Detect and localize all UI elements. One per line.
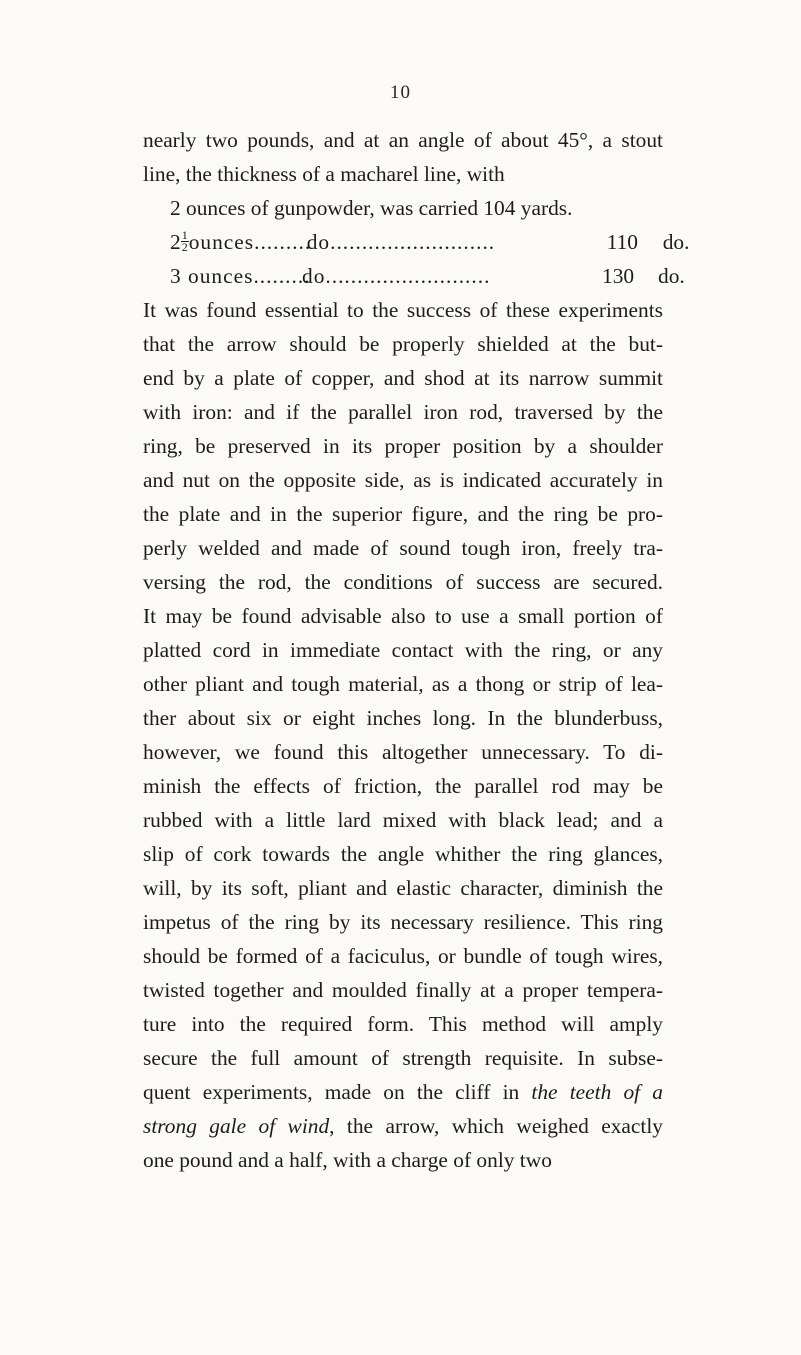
text-line: ther about six or eight inches long. In the blunderbuss, [143,706,663,730]
charge-row: 2 ounces of gunpowder, was carried 104 yards. [170,196,573,220]
text-line: one pound and a half, with a charge of only two [143,1148,552,1172]
fraction-half: $\frac{1}{2}$ [181,227,188,254]
charge-ditto: do.......................... [306,230,496,254]
text-line: impetus of the ring by its necessary resilience. This ring [143,910,663,934]
text-line: however, we found this altogether unnecessary. To di- [143,740,663,764]
charge-unit: do. [658,264,685,288]
charge-row [143,259,685,293]
text-line: the plate and in the superior figure, and the ring be pro- [143,502,663,526]
text-line: ture into the required form. This method will amply [143,1012,663,1036]
text-line: with iron: and if the parallel iron rod, traversed by the [143,400,663,424]
text-line: It was found essential to the success of these experiments [143,298,663,322]
text-line: will, by its soft, pliant and elastic character, diminish the [143,876,663,900]
text-line: quent experiments, made on the cliff in the teeth of a [143,1080,663,1104]
text-line: nearly two pounds, and at an angle of about 45°, a stout [143,128,663,152]
charge-ditto: do.......................... [302,264,491,288]
text-line: rubbed with a little lard mixed with black lead; and a [143,808,663,832]
text-line: platted cord in immediate contact with the ring, or any [143,638,663,662]
charge-distance: 130 [602,264,635,288]
charge-whole: 2 [170,230,181,254]
text-line: ring, be preserved in its proper position by a shoulder [143,434,663,458]
text-line: end by a plate of copper, and shod at its narrow summit [143,366,663,390]
text-line: versing the rod, the conditions of success are secured. [143,570,663,594]
text-line: should be formed of a faciculus, or bundle of tough wires, [143,944,663,968]
text-line: secure the full amount of strength requisite. In subse- [143,1046,663,1070]
text-line: slip of cork towards the angle whither the ring glances, [143,842,663,866]
text-line: strong gale of wind, the arrow, which weighed exactly [143,1114,664,1138]
charge-row [143,225,690,259]
text-line: minish the effects of friction, the parallel rod may be [143,774,663,798]
text-line: and nut on the opposite side, as is indicated accurately in [143,468,663,492]
text-line: twisted together and moulded finally at a proper tempera- [143,978,663,1002]
italic-phrase: the teeth of a [531,1080,663,1104]
text-line: line, the thickness of a macharel line, with [143,162,505,186]
text-line: It may be found advisable also to use a small portion of [143,604,663,628]
italic-phrase: strong gale of wind [143,1114,330,1138]
page-number: 10 [390,82,411,103]
charge-distance: 110 [606,230,638,254]
body-text [143,123,690,1177]
charge-quantity: 3 ounces......... [170,264,311,288]
charge-quantity: ounces......... [188,230,312,254]
text-line: that the arrow should be properly shielded at the but- [143,332,663,356]
text-line: other pliant and tough material, as a thong or strip of lea- [143,672,663,696]
text-line: perly welded and made of sound tough iron, freely tra- [143,536,663,560]
charge-unit: do. [662,230,690,254]
